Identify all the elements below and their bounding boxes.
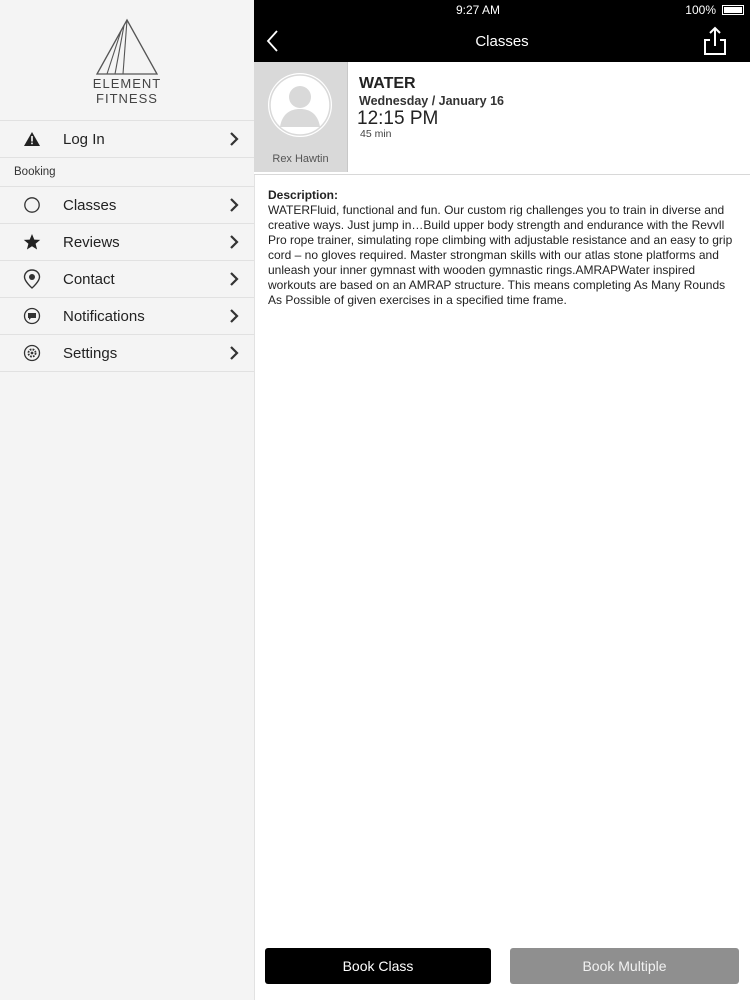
chevron-right-icon — [228, 271, 240, 287]
sidebar-item-settings[interactable] — [0, 334, 254, 371]
avatar-placeholder-icon — [266, 71, 334, 139]
sidebar — [0, 0, 255, 1000]
sidebar-item-label: Notifications — [63, 307, 145, 325]
chevron-right-icon — [228, 234, 240, 250]
nav-bar — [254, 20, 750, 62]
status-time: 9:27 AM — [455, 3, 500, 17]
sidebar-item-label: Settings — [63, 344, 118, 362]
sidebar-item-classes[interactable] — [0, 186, 254, 223]
battery-icon — [722, 5, 744, 15]
sidebar-item-label: Classes — [63, 196, 117, 214]
sidebar-item-label: Reviews — [63, 233, 120, 251]
brand-name-line2: FITNESS — [96, 91, 158, 106]
section-label-text: Booking — [14, 166, 56, 178]
sidebar-item-reviews[interactable] — [0, 223, 254, 260]
star-icon — [22, 232, 42, 252]
page-title: Classes — [475, 33, 529, 50]
battery-percentage: 100% — [685, 3, 716, 17]
triangle-logo-icon — [95, 18, 159, 76]
section-label-booking — [0, 157, 254, 186]
book-multiple-button[interactable]: Book Multiple — [510, 948, 739, 984]
class-header — [254, 62, 750, 175]
chevron-right-icon — [228, 308, 240, 324]
chevron-right-icon — [228, 345, 240, 361]
sidebar-item-label: Log In — [63, 130, 105, 148]
status-bar — [254, 0, 750, 20]
chevron-right-icon — [228, 131, 240, 147]
class-title: WATER — [359, 75, 416, 92]
sidebar-item-login[interactable] — [0, 120, 254, 157]
circle-icon — [22, 195, 42, 215]
class-duration: 45 min — [360, 128, 392, 140]
location-pin-icon — [22, 269, 42, 289]
description-heading: Description: — [268, 188, 339, 202]
class-description — [268, 188, 740, 308]
brand-name-line1: ELEMENT — [92, 76, 162, 91]
sidebar-item-contact[interactable] — [0, 260, 254, 297]
book-class-button[interactable]: Book Class — [265, 948, 491, 984]
class-date: Wednesday / January 16 — [359, 94, 504, 108]
warning-icon — [22, 129, 42, 149]
gear-icon — [22, 343, 42, 363]
chevron-right-icon — [228, 197, 240, 213]
instructor-name: Rex Hawtin — [272, 153, 329, 165]
sidebar-item-notifications[interactable] — [0, 297, 254, 334]
description-body: WATERFluid, functional and fun. Our custom rig challenges you to train in diverse and creative ways. Just jump in…Build upper body strength and endurance with the Revvll Pro rope trainer, simulating rope climbing with adjustable resistance and an easy to grip cord – no gloves required. Master strongman skills with our atlas stone platforms and unleash your inner gymnast with wooden gymnastic rings.AMRAPWater inspired workouts are based on an AMRAP structure. This means completing As Many Rounds As Possible of given exercises in a specified time frame. — [268, 203, 733, 307]
chat-bubble-icon — [22, 306, 42, 326]
class-time: 12:15 PM — [357, 108, 439, 129]
sidebar-item-label: Contact — [63, 270, 115, 288]
brand-logo — [0, 0, 254, 120]
share-icon[interactable] — [702, 26, 728, 56]
instructor-card[interactable] — [254, 62, 348, 172]
menu-divider — [0, 371, 254, 372]
